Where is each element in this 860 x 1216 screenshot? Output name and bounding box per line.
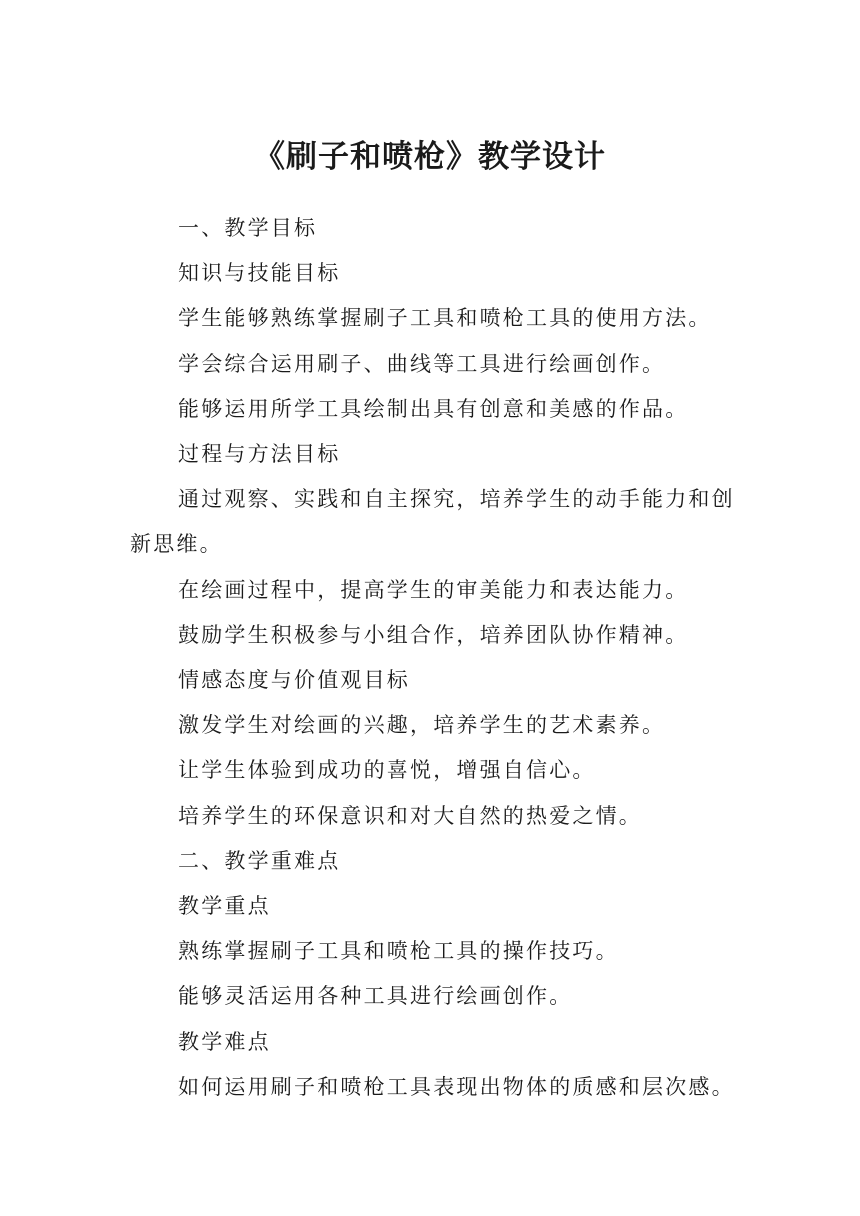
paragraph: 培养学生的环保意识和对大自然的热爱之情。 (178, 803, 642, 828)
paragraph: 如何运用刷子和喷枪工具表现出物体的质感和层次感。 (178, 1074, 735, 1099)
subheading-process-method: 过程与方法目标 (178, 442, 341, 467)
paragraph: 鼓励学生积极参与小组合作，培养团队协作精神。 (178, 622, 689, 647)
section-heading-key-points: 二、教学重难点 (178, 848, 341, 873)
paragraph: 在绘画过程中，提高学生的审美能力和表达能力。 (178, 577, 689, 602)
document-body (130, 206, 740, 1110)
paragraph: 学生能够熟练掌握刷子工具和喷枪工具的使用方法。 (178, 306, 712, 331)
subheading-teaching-difficulty: 教学难点 (178, 1029, 271, 1054)
section-heading-objectives: 一、教学目标 (178, 216, 318, 240)
paragraph: 通过观察、实践和自主探究，培养学生的动手能力和创新思维。 (130, 487, 735, 557)
document-title: 《刷子和喷枪》教学设计 (254, 139, 606, 175)
subheading-knowledge-skills: 知识与技能目标 (178, 261, 341, 286)
paragraph: 学会综合运用刷子、曲线等工具进行绘画创作。 (178, 351, 666, 376)
paragraph: 能够灵活运用各种工具进行绘画创作。 (178, 984, 573, 1009)
paragraph: 激发学生对绘画的兴趣，培养学生的艺术素养。 (178, 713, 666, 738)
paragraph: 让学生体验到成功的喜悦，增强自信心。 (178, 758, 596, 783)
paragraph: 熟练掌握刷子工具和喷枪工具的操作技巧。 (178, 939, 619, 964)
subheading-teaching-focus: 教学重点 (178, 894, 271, 919)
subheading-emotion-values: 情感态度与价值观目标 (178, 668, 410, 693)
paragraph: 能够运用所学工具绘制出具有创意和美感的作品。 (178, 396, 689, 421)
